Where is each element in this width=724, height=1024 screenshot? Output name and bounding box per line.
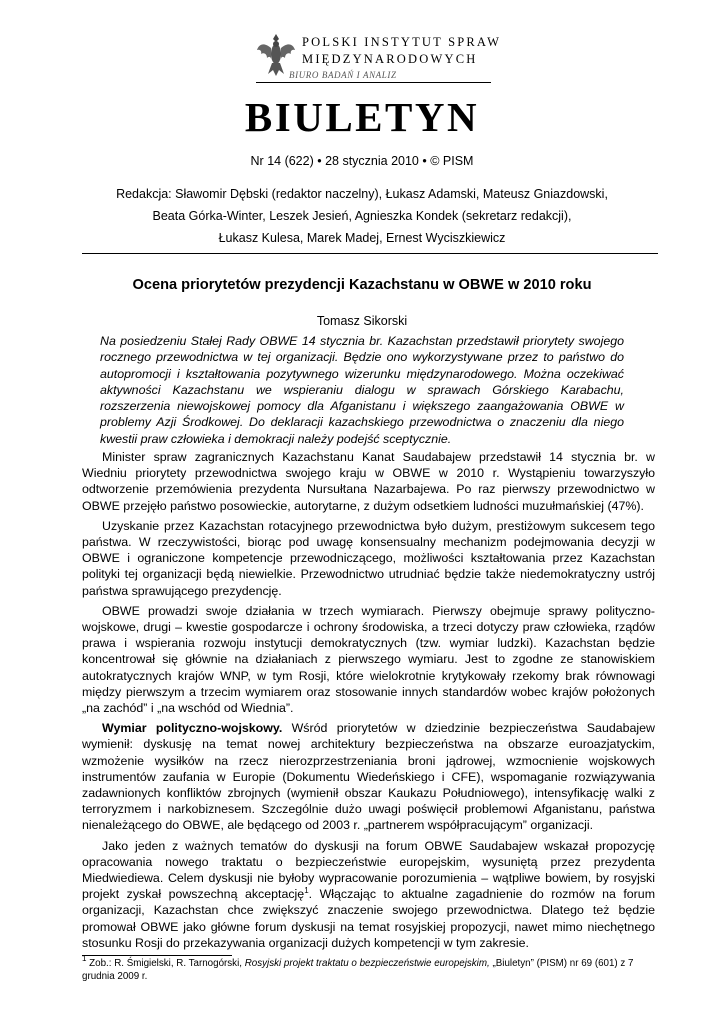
header-divider	[82, 253, 658, 254]
paragraph-text: Jako jeden z ważnych tematów do dyskusji na forum OBWE Saudabajew wskazał propozycję opracowania nowego traktatu o bezpieczeństwie europejskim, wysuniętą przez prezydenta Miedwiediewa. Celem dyskusji nie byłoby wypracowanie porozumienia – wątpliwe bowiem, by rosyjski projekt zyskał powszechną akceptację	[82, 838, 655, 902]
article-author: Tomasz Sikorski	[316, 314, 408, 328]
editorial-board	[0, 183, 724, 249]
pism-logo	[256, 30, 502, 90]
footnote	[82, 954, 655, 983]
article-title: Ocena priorytetów prezydencji Kazachstanu w OBWE w 2010 roku	[132, 277, 592, 293]
body-paragraph: Minister spraw zagranicznych Kazachstanu Kanat Saudabajew przedstawił 14 stycznia br. w Wiedniu priorytety przewodnictwa swojego kraju w OBWE w 2010 r. Wystąpieniu towarzyszyło odtworzenie przemówienia prezydenta Nursułtana Nazarbajewa. Po raz pierwszy przewodnictwo w OBWE przejęło państwo posowieckie, autorytarne, z dużym odsetkiem ludności muzułmańskiej (47%).	[82, 450, 655, 513]
paragraph-text: Wśród priorytetów w dziedzinie bezpieczeństwa Saudabajew wymienił: dyskusję na temat nowej architektury bezpieczeństwa na obszarze euroazjatyckim, wzmożenie wysiłków na rzecz nierozprzestrzeniania broni jądrowej, wzmocnienie wojskowych instrumentów zaufania w Europie (Dokumentu Wiedeńskiego i CFE), wspomaganie rozwiązywania zadawnionych konfliktów zbrojnych (wymienił obszar Kaukazu Południowego), intensyfikację walki z terroryzmem i narkobiznesem. Szczególnie dużo uwagi poświęcił problemowi Afganistanu, państwa nienależącego do OBWE, ale będącego od 2003 r. „partnerem współpracującym” organizacji.	[82, 721, 655, 833]
institute-name-line2: MIĘDZYNARODOWYCH	[302, 52, 478, 66]
footnote-text: Zob.: R. Śmigielski, R. Tarnogórski,	[86, 958, 245, 969]
body-paragraph	[82, 720, 655, 833]
footnote-cited-title: Rosyjski projekt traktatu o bezpieczeństwie europejskim,	[244, 958, 490, 969]
article-lead: Na posiedzeniu Stałej Rady OBWE 14 stycznia br. Kazachstan przedstawił priorytety swojego rocznego przewodnictwa w tej organizacji. Będzie ono wykorzystywane przez to państwo do autopromocji i kształtowania pozytywnego wizerunku międzynarodowego. Można oczekiwać aktywności Kazachstanu we wspieraniu dialogu w sprawach Górskiego Karabachu, rozszerzenia niewojskowej pomocy dla Afganistanu i większego zaangażowania OBWE w problemy Azji Środkowej. Do deklaracji kazachskiego przewodnictwa o znaczeniu dla niego kwestii praw człowieka i demokracji należy podejść sceptycznie.	[100, 334, 624, 446]
footnote-divider	[82, 955, 232, 956]
editors-line: Redakcja: Sławomir Dębski (redaktor naczelny), Łukasz Adamski, Mateusz Gniazdowski,	[116, 187, 608, 201]
editors-line: Łukasz Kulesa, Marek Madej, Ernest Wyciszkiewicz	[218, 231, 506, 245]
body-paragraph: Uzyskanie przez Kazachstan rotacyjnego przewodnictwa było dużym, prestiżowym sukcesem tego państwa. W rzeczywistości, biorąc pod uwagę konsensualny mechanizm podejmowania decyzji w OBWE i ograniczone kompetencje przewodniczącego, możliwości kształtowania przez Kazachstan polityki tej organizacji będą niewielkie. Przewodnictwo utrudniać będzie także niedemokratyczny ustrój państwa sprawującego prezydencję.	[82, 518, 655, 598]
article-body	[82, 449, 655, 955]
body-paragraph	[82, 838, 655, 951]
logo-divider	[256, 82, 491, 83]
issue-line: Nr 14 (622) • 28 stycznia 2010 • © PISM	[250, 154, 474, 168]
masthead-title: BIULETYN	[244, 94, 480, 140]
institute-name-line1: POLSKI INSTYTUT SPRAW	[302, 35, 502, 49]
section-heading: Wymiar polityczno-wojskowy.	[102, 721, 283, 736]
paragraph-text: . Włączając to aktualne zagadnienie do rozmów na forum organizacji, Kazachstan chce zwiększyć znaczenie swojego przewodnictwa. Dlatego też będzie promował OBWE jako główne forum dyskusji na temat rosyjskiej propozycji, nawet mimo niechętnego stosunku Rosji do przekazywania organizacji dużych kompetencji w tym zakresie.	[82, 887, 656, 950]
footnote-text: „Biuletyn” (PISM) nr 69 (601) z 7 grudnia 2009 r.	[82, 958, 634, 982]
body-paragraph: OBWE prowadzi swoje działania w trzech wymiarach. Pierwszy obejmuje sprawy polityczno-wojskowe, drugi – kwestie gospodarcze i ochrony środowiska, a trzeci dotyczy praw człowieka, rządów prawa i wspierania rozwoju instytucji demokratycznych (tzw. wymiar ludzki). Kazachstan będzie koncentrował się głównie na działaniach z pierwszego wymiaru. Jest to zgodne ze stanowiskiem autokratycznych krajów WNP, w tym Rosji, które wielokrotnie krytykowały rzekomy brak równowagi między pierwszym a trzecim wymiarem oraz stosowanie innych standardów wobec krajów położonych „na zachód” i „na wschód od Wiednia”.	[82, 603, 655, 716]
footnote-mark: 1	[82, 954, 87, 963]
office-name: BIURO BADAŃ I ANALIZ	[289, 70, 397, 80]
footnote-reference[interactable]: 1	[304, 886, 309, 896]
editors-line: Beata Górka-Winter, Leszek Jesień, Agnieszka Kondek (sekretarz redakcji),	[152, 209, 572, 223]
